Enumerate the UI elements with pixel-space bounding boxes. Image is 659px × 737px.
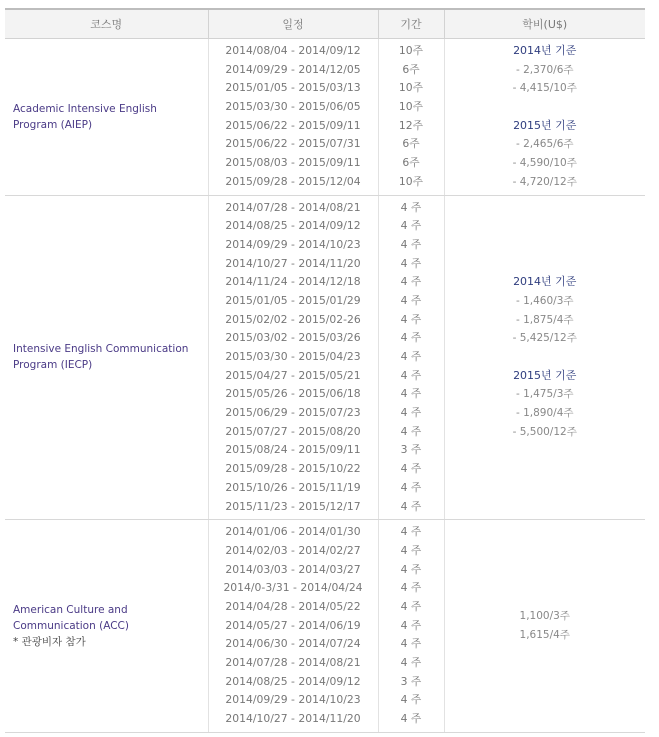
fee-cell	[444, 520, 645, 733]
duration-value: 4 주	[400, 331, 422, 345]
duration-value: 6주	[402, 156, 420, 170]
course-row	[5, 520, 645, 733]
fee-spacer	[445, 348, 646, 367]
course-row	[5, 39, 645, 196]
duration-value: 10주	[398, 174, 424, 188]
fee-item: - 2,370/6주	[515, 63, 574, 76]
header-course: 코스명	[5, 9, 208, 39]
fee-item: - 4,415/10주	[512, 82, 577, 95]
fee-item: - 4,720/12주	[512, 175, 577, 188]
course-name	[5, 39, 208, 196]
schedule-date-range: 2015/09/28 - 2015/10/22	[225, 462, 361, 476]
schedule-cell	[208, 195, 378, 520]
duration-value: 4 주	[400, 237, 422, 251]
schedule-date-range: 2015/10/26 - 2015/11/19	[225, 480, 361, 494]
schedule-date-range: 2015/03/30 - 2015/04/23	[225, 350, 361, 363]
schedule-date-range: 2014/07/28 - 2014/08/21	[225, 656, 361, 669]
schedule-date-range: 2015/09/28 - 2015/12/04	[225, 174, 361, 188]
duration-value: 4 주	[400, 599, 422, 613]
schedule-date-range: 2015/07/27 - 2015/08/20	[225, 424, 361, 438]
duration-value: 4 주	[400, 499, 422, 513]
schedule-date-range: 2015/06/22 - 2015/07/31	[225, 137, 361, 151]
schedule-date-range: 2014/09/29 - 2014/10/23	[225, 693, 361, 707]
course-name-line: Communication (ACC)	[13, 619, 129, 632]
course-name	[5, 195, 208, 520]
duration-cell	[378, 39, 444, 196]
schedule-date-range: 2014/05/27 - 2014/06/19	[225, 618, 361, 632]
duration-value: 4 주	[400, 562, 422, 576]
duration-value: 4 주	[400, 275, 422, 289]
duration-value: 4 주	[400, 480, 422, 494]
schedule-date-range: 2014/02/03 - 2014/02/27	[225, 543, 361, 557]
fee-item: - 1,475/3주	[515, 388, 574, 401]
schedule-date-range: 2015/11/23 - 2015/12/17	[225, 499, 361, 513]
fee-item: - 1,875/4주	[515, 313, 574, 326]
duration-value: 4 주	[400, 256, 422, 270]
duration-value: 4 주	[400, 637, 422, 651]
duration-value: 4 주	[400, 293, 422, 307]
schedule-date-range: 2014/06/30 - 2014/07/24	[225, 637, 361, 651]
fee-item: - 2,465/6주	[515, 138, 574, 151]
schedule-date-range: 2015/04/27 - 2015/05/21	[225, 368, 361, 382]
fee-cell	[444, 195, 645, 520]
duration-value: 4 주	[400, 368, 422, 382]
fee-cell	[444, 39, 645, 196]
fee-year-label: 2015년 기준	[513, 368, 577, 382]
schedule-date-range: 2014/10/27 - 2014/11/20	[225, 256, 361, 270]
fee-year-label: 2014년 기준	[513, 275, 577, 289]
duration-value: 3 주	[400, 674, 422, 688]
duration-value: 4 주	[400, 581, 422, 595]
fee-year-label: 2014년 기준	[513, 43, 577, 57]
header-row	[5, 9, 645, 39]
duration-value: 4 주	[400, 424, 422, 438]
course-name-line: Program (AIEP)	[13, 118, 93, 131]
course-name-line: Academic Intensive English	[13, 102, 157, 115]
duration-value: 4 주	[400, 543, 422, 557]
duration-value: 10주	[398, 100, 424, 114]
schedule-date-range: 2014/01/06 - 2014/01/30	[225, 525, 361, 539]
header-fee: 학비(U$)	[444, 9, 645, 39]
schedule-date-range: 2015/02/02 - 2015/02-26	[225, 312, 361, 326]
header-schedule: 일정	[208, 9, 378, 39]
schedule-date-range: 2015/06/29 - 2015/07/23	[225, 406, 361, 420]
schedule-date-range: 2015/06/22 - 2015/09/11	[225, 118, 361, 132]
course-table	[5, 8, 645, 733]
duration-value: 4 주	[400, 656, 422, 669]
schedule-date-range: 2014/11/24 - 2014/12/18	[225, 275, 361, 289]
duration-value: 3 주	[400, 443, 422, 457]
duration-cell	[378, 520, 444, 733]
duration-value: 6주	[402, 62, 420, 76]
fee-spacer	[445, 98, 646, 117]
schedule-date-range: 2015/01/05 - 2015/03/13	[225, 81, 361, 95]
duration-value: 12주	[398, 118, 424, 132]
fee-year-label: 2015년 기준	[513, 118, 577, 132]
header-duration: 기간	[378, 9, 444, 39]
schedule-date-range: 2015/08/24 - 2015/09/11	[225, 443, 361, 457]
schedule-date-range: 2014/08/25 - 2014/09/12	[225, 674, 361, 688]
duration-cell	[378, 195, 444, 520]
fee-item: - 1,890/4주	[515, 407, 574, 420]
schedule-date-range: 2014/04/28 - 2014/05/22	[225, 599, 361, 613]
course-name-line: Program (IECP)	[13, 359, 93, 372]
schedule-date-range: 2014/08/04 - 2014/09/12	[225, 44, 361, 57]
fee-item: - 1,460/3주	[515, 294, 574, 307]
duration-value: 4 주	[400, 462, 422, 476]
schedule-date-range: 2014/09/29 - 2014/12/05	[225, 62, 361, 76]
duration-value: 4 주	[400, 219, 422, 233]
schedule-date-range: 2014/08/25 - 2014/09/12	[225, 219, 361, 233]
schedule-date-range: 2015/01/05 - 2015/01/29	[225, 293, 361, 307]
schedule-cell	[208, 39, 378, 196]
schedule-date-range: 2014/03/03 - 2014/03/27	[225, 562, 361, 576]
schedule-date-range: 2015/03/30 - 2015/06/05	[225, 100, 361, 114]
duration-value: 4 주	[400, 350, 422, 363]
course-name-line: American Culture and	[13, 603, 128, 616]
duration-value: 4 주	[400, 387, 422, 401]
schedule-date-range: 2014/09/29 - 2014/10/23	[225, 237, 361, 251]
schedule-date-range: 2014/10/27 - 2014/11/20	[225, 712, 361, 726]
duration-value: 4 주	[400, 712, 422, 726]
schedule-date-range: 2015/08/03 - 2015/09/11	[225, 156, 361, 170]
course-row	[5, 195, 645, 520]
duration-value: 10주	[398, 81, 424, 95]
schedule-date-range: 2015/03/02 - 2015/03/26	[225, 331, 361, 345]
duration-value: 4 주	[400, 525, 422, 539]
schedule-date-range: 2014/0-3/31 - 2014/04/24	[223, 581, 363, 595]
fee-item: - 4,590/10주	[512, 157, 577, 170]
fee-item: 1,615/4주	[519, 628, 570, 641]
course-name-line: Intensive English Communication	[13, 343, 189, 356]
duration-value: 10주	[398, 44, 424, 57]
course-name	[5, 520, 208, 733]
schedule-cell	[208, 520, 378, 733]
schedule-date-range: 2015/05/26 - 2015/06/18	[225, 387, 361, 401]
duration-value: 6주	[402, 137, 420, 151]
duration-value: 4 주	[400, 618, 422, 632]
duration-value: 4 주	[400, 406, 422, 420]
fee-item: 1,100/3주	[519, 610, 570, 623]
course-note: * 관광비자 참가	[13, 635, 86, 648]
duration-value: 4 주	[400, 693, 422, 707]
fee-item: - 5,425/12주	[512, 332, 577, 345]
schedule-date-range: 2014/07/28 - 2014/08/21	[225, 200, 361, 214]
fee-item: - 5,500/12주	[512, 425, 577, 438]
duration-value: 4 주	[400, 312, 422, 326]
duration-value: 4 주	[400, 200, 422, 214]
